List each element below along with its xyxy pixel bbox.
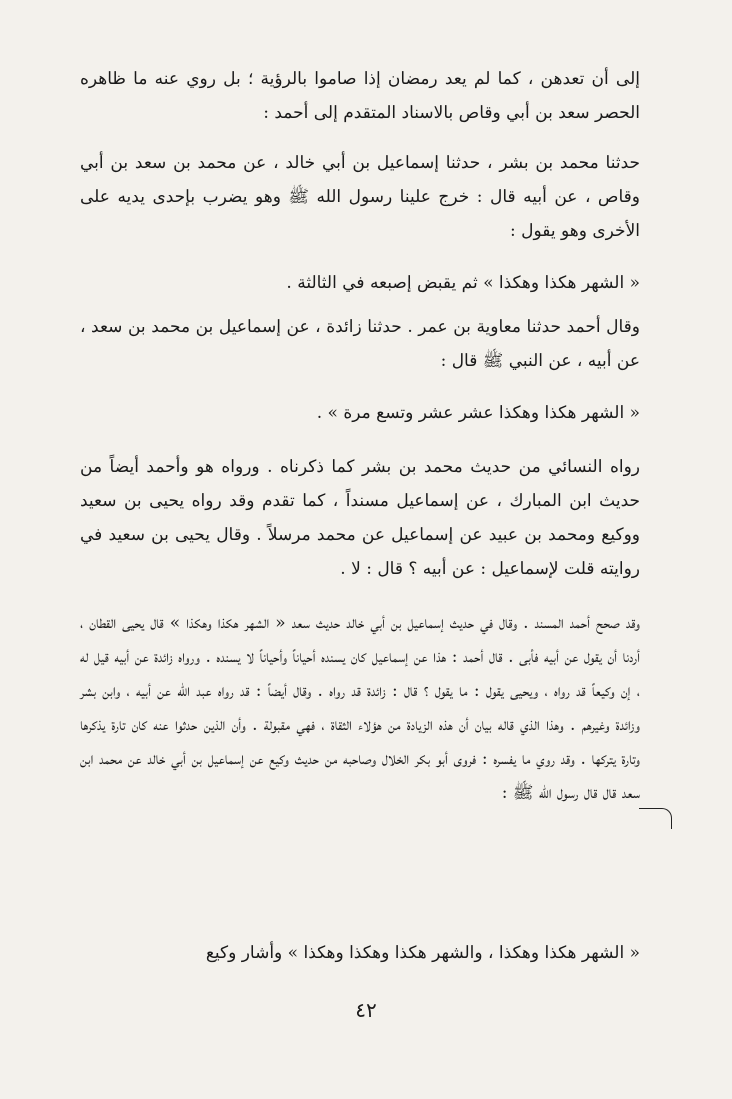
hadith-quote-3: « الشهر هكذا وهكذا ، والشهر هكذا وهكذا وهكذا » وأشار وكيع: [205, 943, 640, 963]
paragraph-5: وقد صحح أحمد المسند . وقال في حديث إسماعيل بن أبي خالد حديث سعد « الشهر هكذا وهكذا » قال يحيى القطان ، أردنا أن يقول عن أبيه فأبى . قال أحمد : هذا عن إسماعيل كان يسنده أحياناً وأحياناً لا يسنده . ورواه زائدة عن أبيه قيل له ، إن وكيعاً قد رواه ، ويحيى يقول : ما يقول ؟ قال : زائدة قد رواه . وقال أيضاً : قد رواه عبد الله عن أبيه ، وابن بشر وزائدة وغيرهم . وهذا الذي قاله بيان أن هذه الزيادة من هؤلاء الثقاة ، فهي مقبولة . وأن الذين حدثوا عنه كان تارة يذكرها وتارة يتركها . وقد روي ما يفسره : فروى أبو بكر الخلال وصاحبه من حديث وكيع عن إسماعيل بن أبي خالد عن محمد ابن سعد قال قال رسول الله ﷺ :: [80, 613, 640, 803]
hadith-quote-1: « الشهر هكذا وهكذا » ثم يقبض إصبعه في الثالثة .: [286, 273, 640, 293]
paragraph-3: وقال أحمد حدثنا معاوية بن عمر . حدثنا زائدة ، عن إسماعيل بن محمد بن سعد ، عن أبيه ، عن النبي ﷺ قال :: [80, 317, 640, 371]
paragraph-1: إلى أن تعدهن ، كما لم يعد رمضان إذا صاموا بالرؤية ؛ بل روي عنه ما ظاهره الحصر سعد بن أبي وقاص بالاسناد المتقدم إلى أحمد :: [80, 69, 640, 123]
paragraph-4: رواه النسائي من حديث محمد بن بشر كما ذكرناه . ورواه هو وأحمد أيضاً من حديث ابن المبارك ، عن إسماعيل مسنداً ، كما تقدم وقد رواه يحيى بن سعيد ووكيع ومحمد بن عبيد عن إسماعيل عن محمد مرسلاً . وقال يحيى بن سعيد في روايته قلت لإسماعيل : عن أبيه ؟ قال : لا .: [80, 457, 640, 579]
hadith-quote-2: « الشهر هكذا وهكذا عشر عشر وتسع مرة » .: [316, 403, 640, 423]
margin-bracket-mark: [639, 808, 672, 829]
paragraph-2: حدثنا محمد بن بشر ، حدثنا إسماعيل بن أبي خالد ، عن محمد بن سعد بن أبي وقاص ، عن أبيه قال : خرج علينا رسول الله ﷺ وهو يضرب بإحدى يديه على الأخرى وهو يقول :: [80, 153, 640, 241]
page-number: ٤٢: [355, 998, 377, 1022]
